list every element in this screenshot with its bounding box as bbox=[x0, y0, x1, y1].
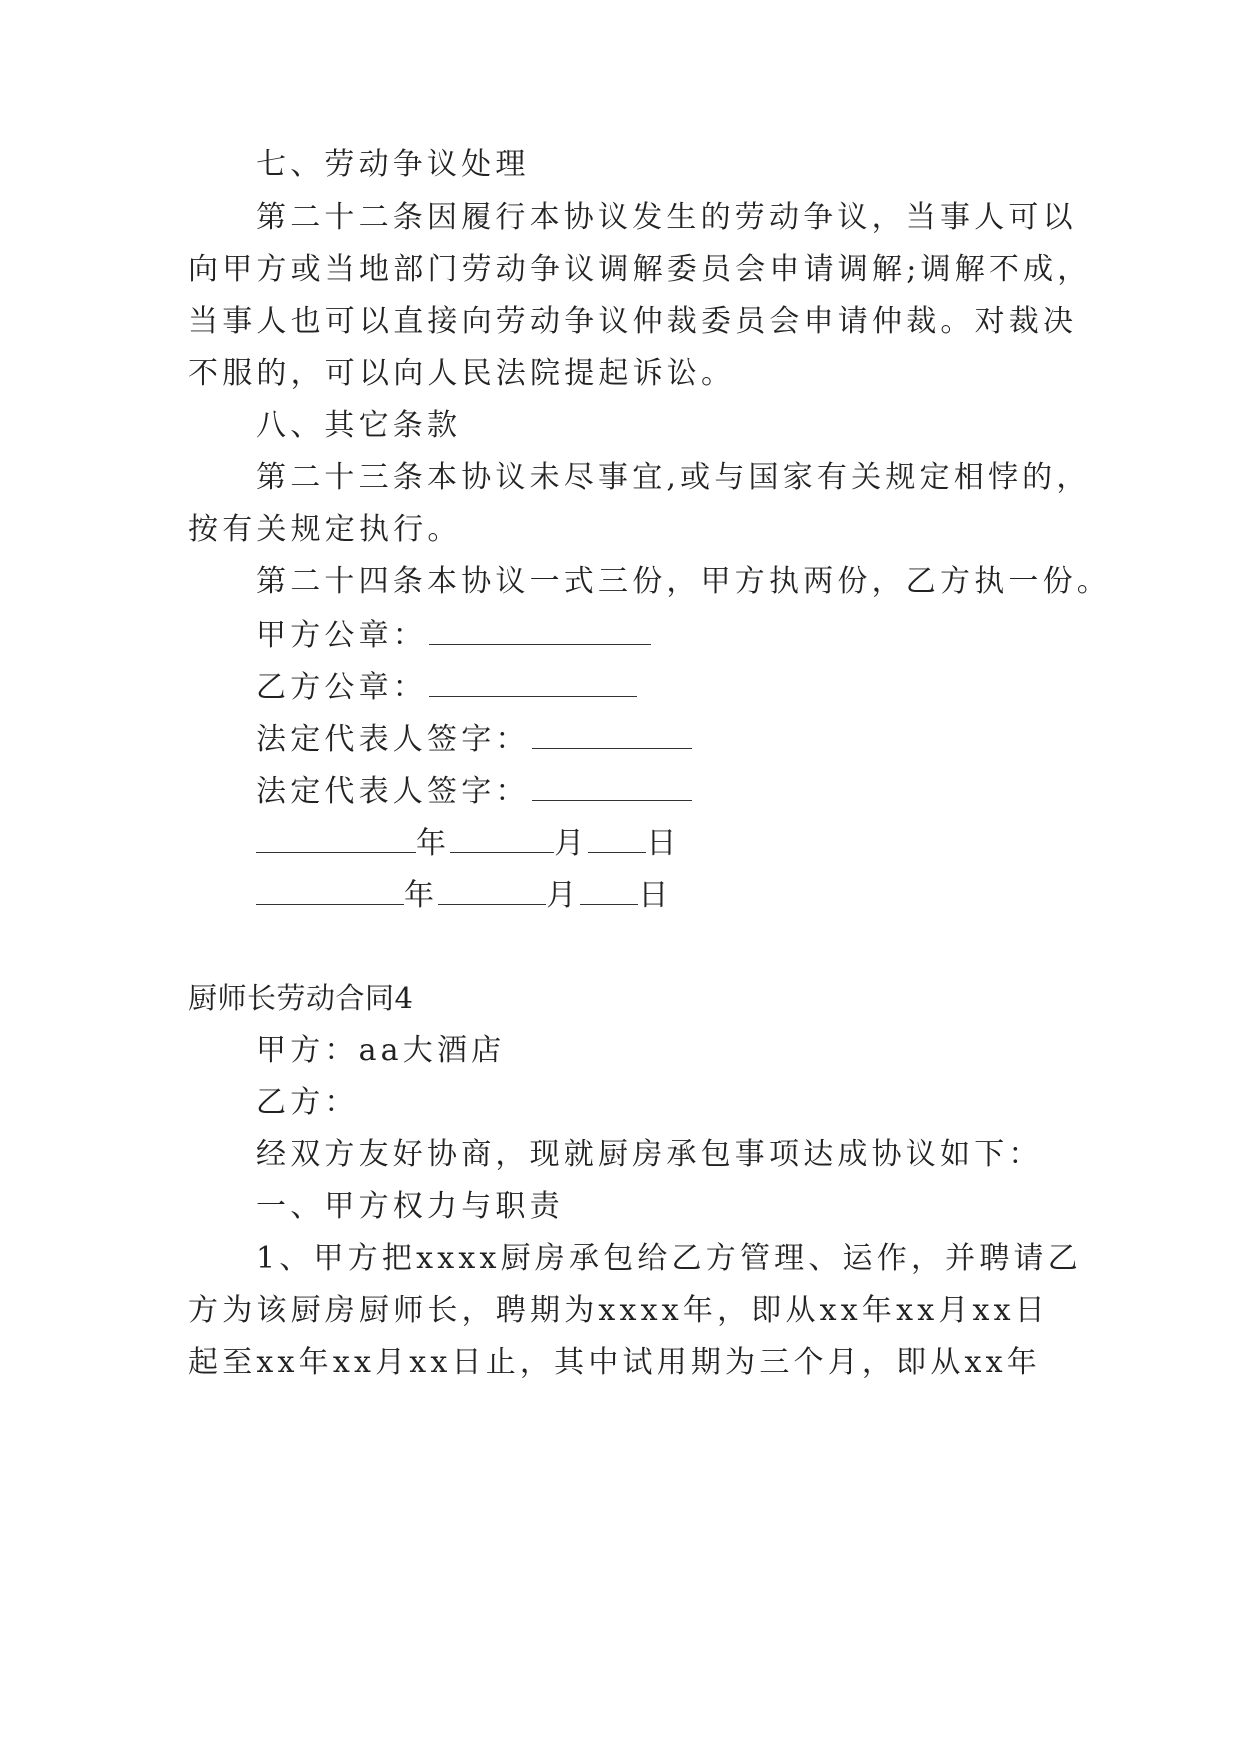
legal-rep-2-label: 法定代表人签字： bbox=[256, 774, 530, 809]
legal-rep-2-blank[interactable] bbox=[532, 770, 692, 801]
article-23-line-2: 按有关规定执行。 bbox=[188, 512, 462, 547]
date-1-year-label: 年 bbox=[416, 826, 451, 861]
date-2-month-blank[interactable] bbox=[438, 874, 546, 905]
article-22-line-1: 第二十二条因履行本协议发生的劳动争议，当事人可以 bbox=[256, 200, 1077, 235]
item-1-line-3: 起至xx年xx月xx日止，其中试用期为三个月，即从xx年 bbox=[188, 1345, 1041, 1380]
date-1-month-blank[interactable] bbox=[450, 822, 554, 853]
legal-rep-1-label: 法定代表人签字： bbox=[256, 722, 530, 757]
section-1-heading: 一、甲方权力与职责 bbox=[256, 1189, 564, 1224]
party-b-seal-blank[interactable] bbox=[429, 666, 637, 697]
section-7-heading: 七、劳动争议处理 bbox=[256, 147, 530, 182]
date-2-day-label: 日 bbox=[638, 878, 673, 913]
date-1-month-label: 月 bbox=[554, 826, 589, 861]
date-1-year-blank[interactable] bbox=[256, 822, 416, 853]
party-b-line: 乙方： bbox=[256, 1085, 359, 1120]
contract-4-title: 厨师长劳动合同4 bbox=[188, 981, 414, 1015]
date-2-day-blank[interactable] bbox=[580, 874, 638, 905]
date-1-day-label: 日 bbox=[646, 826, 681, 861]
date-row-1 bbox=[256, 822, 1081, 864]
article-22-line-2: 向甲方或当地部门劳动争议调解委员会申请调解;调解不成， bbox=[188, 252, 1092, 287]
date-row-2 bbox=[256, 874, 1081, 916]
article-22-line-4: 不服的，可以向人民法院提起诉讼。 bbox=[188, 356, 736, 391]
section-8-heading: 八、其它条款 bbox=[256, 408, 462, 443]
article-24: 第二十四条本协议一式三份，甲方执两份，乙方执一份。 bbox=[256, 564, 1111, 599]
date-2-year-label: 年 bbox=[404, 878, 439, 913]
legal-rep-1-row bbox=[256, 718, 1081, 760]
party-b-seal-row bbox=[256, 666, 1081, 708]
item-1-line-2: 方为该厨房厨师长，聘期为xxxx年，即从xx年xx月xx日 bbox=[188, 1293, 1049, 1328]
article-22-line-3: 当事人也可以直接向劳动争议仲裁委员会申请仲裁。对裁决 bbox=[188, 304, 1078, 339]
party-a-seal-label: 甲方公章： bbox=[256, 618, 427, 653]
date-2-year-blank[interactable] bbox=[256, 874, 404, 905]
party-a-seal-blank[interactable] bbox=[429, 614, 651, 645]
date-2-month-label: 月 bbox=[546, 878, 581, 913]
item-1-line-1: 1、甲方把xxxx厨房承包给乙方管理、运作，并聘请乙 bbox=[256, 1241, 1082, 1276]
date-1-day-blank[interactable] bbox=[588, 822, 646, 853]
legal-rep-2-row bbox=[256, 770, 1081, 812]
intro-line: 经双方友好协商，现就厨房承包事项达成协议如下： bbox=[256, 1137, 1043, 1172]
legal-rep-1-blank[interactable] bbox=[532, 718, 692, 749]
party-a-seal-row bbox=[256, 614, 1081, 656]
party-a-line: 甲方：aa大酒店 bbox=[256, 1033, 506, 1068]
party-b-seal-label: 乙方公章： bbox=[256, 670, 427, 705]
article-23-line-1: 第二十三条本协议未尽事宜,或与国家有关规定相悖的， bbox=[256, 460, 1091, 495]
